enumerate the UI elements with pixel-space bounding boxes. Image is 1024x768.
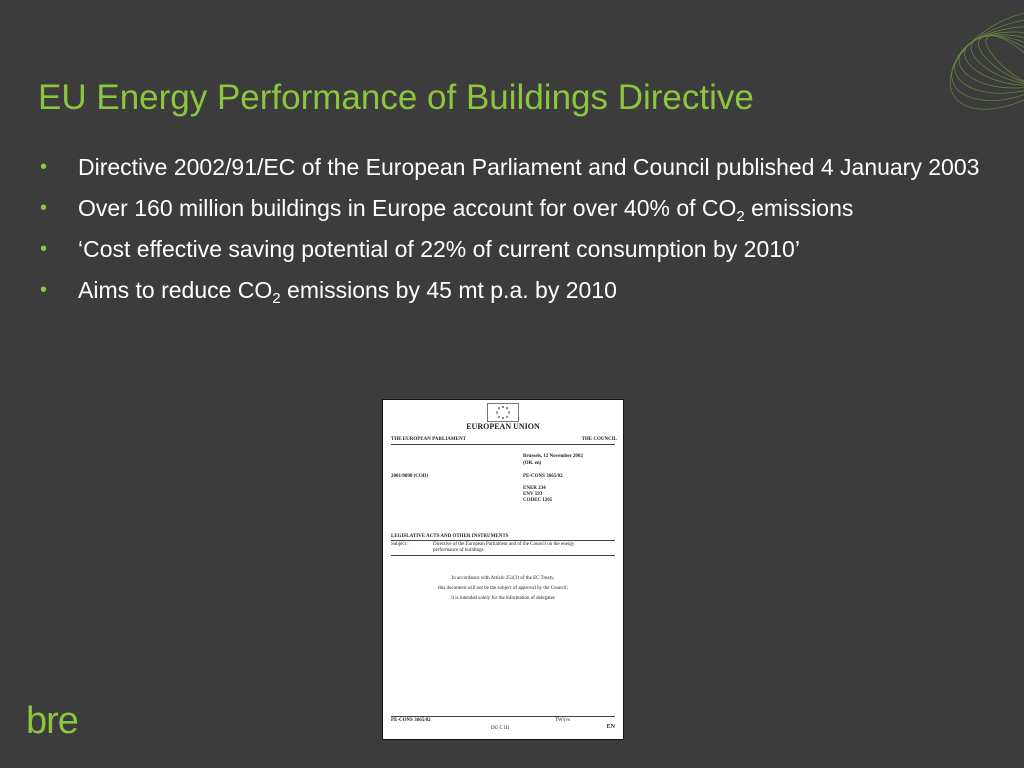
subscript: 2 <box>736 208 745 225</box>
bullet-item <box>38 191 998 225</box>
document-divider <box>391 716 615 717</box>
document-footer-lang: EN <box>606 724 615 730</box>
bre-logo: bre <box>26 700 78 742</box>
document-footer-dept: DG C III <box>491 726 510 731</box>
subscript: 2 <box>272 290 281 307</box>
document-language: (OR. en) <box>523 461 542 466</box>
document-footer-ref: PE-CONS 3665/02 <box>391 718 431 723</box>
document-code: ENER 234 <box>523 486 546 491</box>
slide-title: EU Energy Performance of Buildings Directive <box>38 78 754 117</box>
bullet-list <box>38 150 998 314</box>
bullet-item <box>38 273 998 307</box>
document-body-line: it is intended solely for the information of delegates <box>451 596 555 601</box>
document-section: LEGISLATIVE ACTS AND OTHER INSTRUMENTS <box>391 534 509 539</box>
document-divider <box>391 444 615 445</box>
document-right-org: THE COUNCIL <box>581 437 617 442</box>
bullet-marker: • <box>40 238 48 260</box>
bullet-text: emissions by 45 mt p.a. by 2010 <box>280 277 617 303</box>
bullet-text: emissions <box>744 195 854 221</box>
document-left-org: THE EUROPEAN PARLIAMENT <box>391 437 466 442</box>
document-subject-label: Subject : <box>391 542 409 547</box>
document-body-line: In accordance with Article 251(3) of the EC Treaty, <box>451 576 555 581</box>
bullet-item <box>38 150 998 184</box>
bullet-text: Aims to reduce CO <box>78 277 273 303</box>
document-subject: Directive of the European Parliament and of the Council on the energy <box>433 542 575 547</box>
bullet-marker: • <box>40 156 48 178</box>
document-image <box>382 399 624 740</box>
bullet-text: Directive 2002/91/EC of the European Parliament and Council published 4 January 2003 <box>78 154 980 180</box>
decorative-swirl-graphic <box>864 0 1024 160</box>
bullet-marker: • <box>40 197 48 219</box>
document-header: EUROPEAN UNION <box>466 422 540 431</box>
document-divider <box>391 540 615 541</box>
document-code: ENV 593 <box>523 492 543 497</box>
document-body-line: this document will not be the subject of approval by the Council; <box>438 586 568 591</box>
bullet-text: ‘Cost effective saving potential of 22% of current consumption by 2010’ <box>78 236 800 262</box>
eu-flag-icon <box>487 403 519 422</box>
bullet-item <box>38 232 998 266</box>
document-footer-initials: TW/jvs <box>555 718 570 723</box>
bullet-text: Over 160 million buildings in Europe account for over 40% of CO <box>78 195 737 221</box>
bullet-marker: • <box>40 279 48 301</box>
document-code: CODEC 1205 <box>523 498 553 503</box>
document-date: Brussels, 12 November 2002 <box>523 454 583 459</box>
document-ref-right: PE-CONS 3665/02 <box>523 474 563 479</box>
document-ref-left: 2001/0098 (COD) <box>391 474 429 479</box>
document-divider <box>391 555 615 556</box>
document-subject: performance of buildings <box>433 548 484 553</box>
